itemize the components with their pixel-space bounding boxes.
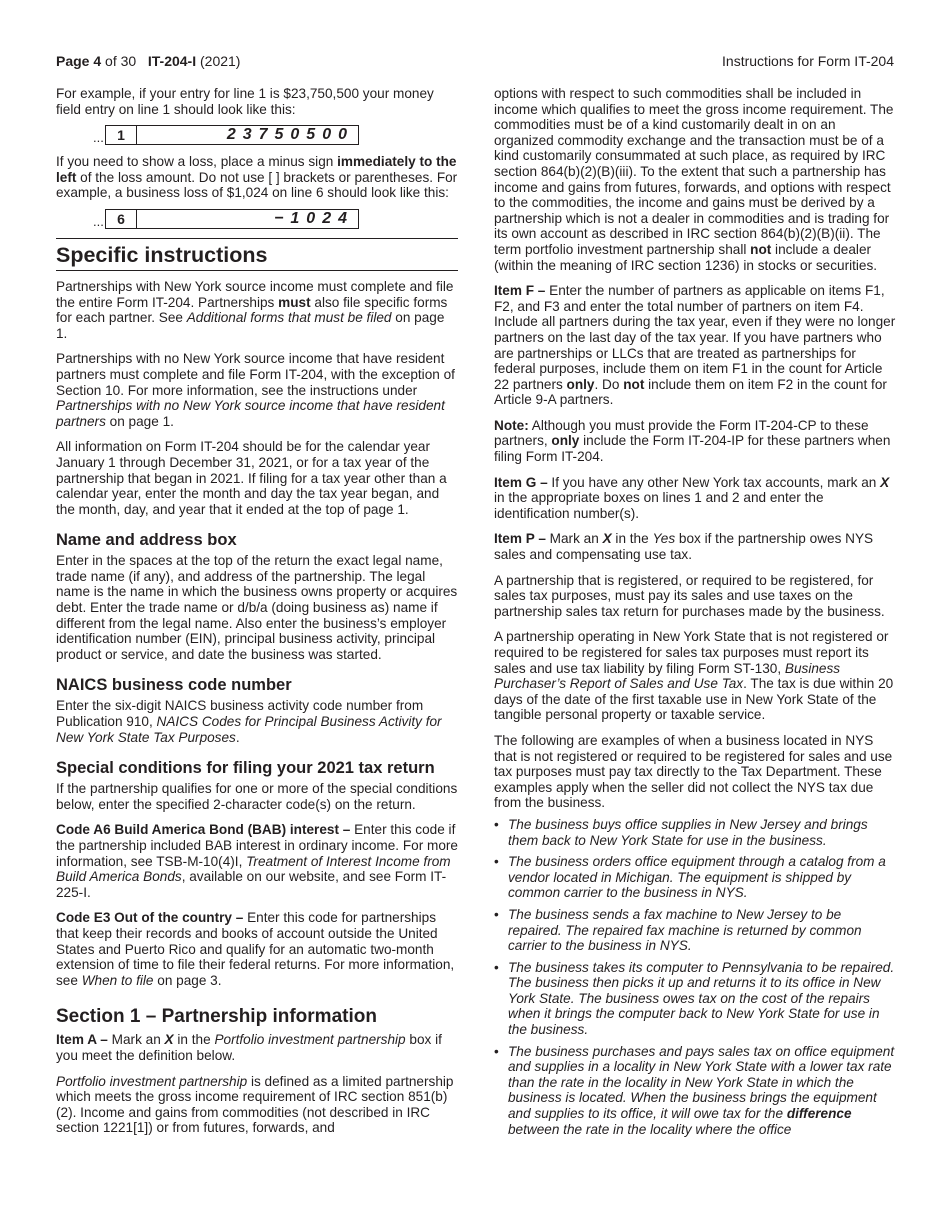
paragraph: A partnership that is registered, or required to be registered, for sales tax purposes, must pay its sales and use taxes on the partnership sales tax return for purchases made by the business. (494, 572, 885, 619)
paragraph: If you need to show a loss, place a minus sign immediately to the left of the loss amount. Do not use [ ] brackets or parentheses. For example, a business loss of $1,024 on line 6 should look like this: (56, 154, 458, 201)
paragraph: Partnerships with New York source income must complete and file the entire Form IT-204. Partnerships must also file specific forms for each partner. See Additional forms that must be filed on page 1. (56, 278, 454, 341)
bullet-icon: • (494, 854, 499, 870)
list-item: • The business takes its computer to Pennsylvania to be repaired. The business then picks it up and returns it to its office in New York State. The business owes tax on the cost of the repairs when it brings the computer back to New York State for use in the business. (494, 959, 895, 1038)
paragraph: options with respect to such commodities shall be included in income which qualifies to meet the gross income requirement. The commodities must be of a kind customarily dealt in on an organized commodity exchange and the transaction must be of a kind customarily consummated at such place, as required by IRC section 864(b)(2)(B)(iii). To the extent that such a partnership has income and gains from futures, forwards, and options with respect to the commodities, the income and gains must be derived by a partnership which is not a dealer in commodities and is trading for its own account as described in IRC section 864(b)(2)(B)(ii). The term portfolio investment partnership shall not include a dealer (within the meaning of IRC section 1236) in stocks or securities. (494, 86, 894, 273)
list-item: • The business orders office equipment through a catalog from a vendor located in Michigan. The equipment is shipped by common carrier to the business in NYS. (494, 854, 886, 901)
paragraph: Portfolio investment partnership is defined as a limited partnership which meets the gross income requirement of IRC section 851(b)(2). Income and gains from commodities (not described in IRC section 1221[1]) or from futures, forwards, and (56, 1073, 454, 1136)
paragraph: Item G – If you have any other New York tax accounts, mark an X in the appropriate boxes on lines 1 and 2 and enter the identification number(s). (494, 474, 890, 521)
list-item: • The business purchases and pays sales tax on office equipment and supplies in a locality in New York State with a lower tax rate than the rate in the locality in New York State in which the business is located. When the business brings the equipment and supplies to its office, it will owe tax for the difference between the rate in the locality where the office (494, 1043, 895, 1137)
paragraph: All information on Form IT-204 should be for the calendar year January 1 through December 31, 2021, or for a tax year of the partnership that began in 2021. If filing for a tax year other than a calendar year, enter the month and day the tax year began, and the month, day, and year that it ended at the top of page 1. (56, 439, 447, 517)
money-entry-example-line-1: ... 1 23750500 (93, 125, 393, 145)
list-item: • The business sends a fax machine to New Jersey to be repaired. The repaired fax machine is returned by common carrier to the business in NYS. (494, 906, 862, 954)
bullet-icon: • (494, 959, 499, 975)
paragraph: Code A6 Build America Bond (BAB) interest – Enter this code if the partnership included BAB interest in ordinary income. For more information, see TSB-M-10(4)I, Treatment of Interest Income from Build America Bonds, available on our website, and see Form IT-225-I. (56, 822, 458, 900)
paragraph: The following are examples of when a business located in NYS that is not registered or required to be registered for sales and use tax purposes must pay tax directly to the Tax Department. These examples apply when the seller did not collect the NYS tax due from the business. (494, 732, 893, 811)
list-item: • The business buys office supplies in New Jersey and brings them back to New York State for use in the business. (494, 816, 868, 848)
paragraph: Note: Although you must provide the Form IT-204-CP to these partners, only include the Form IT-204-IP for these partners when filing Form IT-204. (494, 417, 891, 465)
line-number: 6 (106, 210, 137, 228)
entry-field-box (105, 125, 359, 145)
page-header (56, 54, 894, 72)
entry-amount: 23750500 (226, 126, 354, 144)
line-number: 1 (106, 126, 137, 144)
paragraph: Item A – Mark an X in the Portfolio investment partnership box if you meet the definition below. (56, 1032, 442, 1063)
subheading: Special conditions for filing your 2021 tax return (56, 759, 435, 778)
paragraph: Enter the six-digit NAICS business activity code number from Publication 910, NAICS Codes for Principal Business Activity for New York State Tax Purposes. (56, 698, 442, 745)
paragraph: For example, if your entry for line 1 is $23,750,500 your money field entry on line 1 should look like this: (56, 86, 434, 117)
paragraph: Partnerships with no New York source income that have resident partners must complete and file Form IT-204, with the exception of Section 10. For more information, see the instructions under Partnerships with no New York source income that have resident partners on page 1. (56, 351, 455, 429)
subheading: Name and address box (56, 531, 237, 550)
section-heading: Specific instructions (56, 238, 458, 271)
bullet-icon: • (494, 816, 499, 832)
paragraph: Enter in the spaces at the top of the return the exact legal name, trade name (if any), and address of the partnership. The legal name is the name in which the business owns property or acquires debt. Enter the trade name or d/b/a (doing business as) name if different from the legal name. Also enter the business’s employer identification number (EIN), principal business activity, principal product or service, and date the business was started. (56, 553, 458, 662)
paragraph: If the partnership qualifies for one or more of the special conditions below, enter the specified 2-character code(s) on the return. (56, 781, 458, 812)
subheading: NAICS business code number (56, 676, 292, 695)
paragraph: Item P – Mark an X in the Yes box if the partnership owes NYS sales and compensating use tax. (494, 531, 874, 563)
bullet-icon: • (494, 906, 499, 922)
bullet-icon: • (494, 1043, 499, 1059)
left-column (56, 86, 458, 1146)
page-number: Page 4 of 30 IT-204-I (2021) (56, 53, 241, 69)
document-title: Instructions for Form IT-204 (722, 53, 894, 69)
money-entry-example-line-6: ... 6 −1024 (93, 209, 393, 229)
paragraph: A partnership operating in New York State that is not registered or required to be registered for sales tax purposes must report its sales and use tax liability by filing Form ST-130, Business Purchaser’s Report of Sales and Use Tax. The tax is due within 20 days of the date of the first taxable use in New York State of the tangible personal property or taxable service. (494, 629, 894, 723)
entry-field-box (105, 209, 359, 229)
entry-amount: −1024 (274, 209, 354, 227)
section-heading: Section 1 – Partnership information (56, 1006, 377, 1028)
right-column (494, 86, 896, 1143)
examples-list (494, 817, 896, 1137)
paragraph: Code E3 Out of the country – Enter this code for partnerships that keep their records and books of account outside the United States and Puerto Rico and qualify for an automatic two-month extension of time to file their federal returns. For more information, see When to file on page 3. (56, 910, 455, 988)
paragraph: Item F – Enter the number of partners as applicable on items F1, F2, and F3 and enter the total number of partners on item F4. Include all partners during the tax year, even if they were no longer partners on the last day of the tax year. If you have partners who are partnerships or LLCs that are treated as partnerships for federal purposes, include them on item F1 in the count for Article 22 partners only. Do not include them on item F2 in the count for Article 9-A partners. (494, 283, 896, 408)
